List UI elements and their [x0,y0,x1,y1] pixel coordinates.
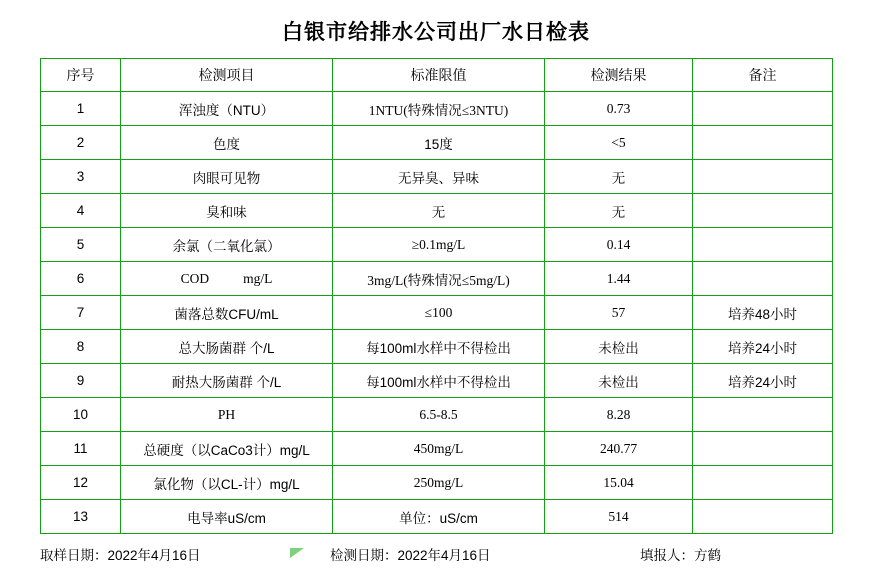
cell-limit: 6.5-8.5 [333,398,545,432]
cell-item: PH [121,398,333,432]
cell-item: 余氯（二氧化氯） [121,228,333,262]
cell-result: 未检出 [545,364,693,398]
cell-item: 肉眼可见物 [121,160,333,194]
cell-remark [693,500,833,534]
cell-item: 色度 [121,126,333,160]
column-header-no: 序号 [41,59,121,92]
table-row [41,432,833,466]
cell-limit: 每100ml水样中不得检出 [333,364,545,398]
table-row [41,92,833,126]
table-row [41,330,833,364]
header-row [41,59,833,92]
cell-no: 4 [41,194,121,228]
cell-limit: 250mg/L [333,466,545,500]
cell-item [121,262,333,296]
cell-limit: 单位：uS/cm [333,500,545,534]
table-row [41,126,833,160]
table-row [41,466,833,500]
cell-item: 总大肠菌群 个/L [121,330,333,364]
table-row [41,364,833,398]
cell-no: 2 [41,126,121,160]
cell-item: 臭和味 [121,194,333,228]
cell-limit: ≤100 [333,296,545,330]
corner-marker-icon [290,548,304,558]
cell-result: 0.73 [545,92,693,126]
cell-remark [693,262,833,296]
sampling-date: 取样日期：2022年4月16日 [40,548,201,563]
table-row [41,500,833,534]
cell-remark: 培养24小时 [693,364,833,398]
cell-result: 8.28 [545,398,693,432]
cell-remark: 培养24小时 [693,330,833,364]
cell-item: 氯化物（以CL-计）mg/L [121,466,333,500]
cell-result: 无 [545,194,693,228]
cell-result: <5 [545,126,693,160]
cell-no: 11 [41,432,121,466]
table-body [41,92,833,534]
cell-no: 1 [41,92,121,126]
table-row [41,228,833,262]
cell-limit: 每100ml水样中不得检出 [333,330,545,364]
table-row [41,398,833,432]
cell-result: 1.44 [545,262,693,296]
cell-result: 无 [545,160,693,194]
cell-no: 7 [41,296,121,330]
cell-no: 10 [41,398,121,432]
footer [0,544,872,564]
cell-result: 240.77 [545,432,693,466]
cell-result: 514 [545,500,693,534]
cell-remark [693,466,833,500]
cell-item: 耐热大肠菌群 个/L [121,364,333,398]
cell-no: 6 [41,262,121,296]
cell-limit: 15度 [333,126,545,160]
cell-item: 总硬度（以CaCo3计）mg/L [121,432,333,466]
cell-remark [693,432,833,466]
cell-result: 57 [545,296,693,330]
cell-remark [693,160,833,194]
cell-no: 13 [41,500,121,534]
column-header-item: 检测项目 [121,59,333,92]
cell-item-unit: mg/L [243,270,273,286]
cell-remark: 培养48小时 [693,296,833,330]
cell-limit: ≥0.1mg/L [333,228,545,262]
table-row [41,160,833,194]
cell-item: 菌落总数CFU/mL [121,296,333,330]
cell-no: 8 [41,330,121,364]
table-row [41,194,833,228]
table-row [41,262,833,296]
cell-remark [693,228,833,262]
cell-item: 浑浊度（NTU） [121,92,333,126]
cell-result: 未检出 [545,330,693,364]
cod-cell-inner [123,271,330,287]
table-header [41,59,833,92]
water-quality-table [40,58,833,534]
cell-limit: 无异臭、异味 [333,160,545,194]
cell-no: 9 [41,364,121,398]
cell-result: 0.14 [545,228,693,262]
column-header-remark: 备注 [693,59,833,92]
cell-remark [693,92,833,126]
cell-no: 3 [41,160,121,194]
page-title: 白银市给排水公司出厂水日检表 [282,21,590,44]
cell-result: 15.04 [545,466,693,500]
cell-item: 电导率uS/cm [121,500,333,534]
column-header-limit: 标准限值 [333,59,545,92]
cell-limit: 无 [333,194,545,228]
test-date: 检测日期：2022年4月16日 [330,548,491,563]
cell-limit: 3mg/L(特殊情况≤5mg/L) [333,262,545,296]
cell-no: 12 [41,466,121,500]
cell-no: 5 [41,228,121,262]
table-row [41,296,833,330]
filler-name: 填报人：方鹤 [640,548,721,563]
cell-limit: 1NTU(特殊情况≤3NTU) [333,92,545,126]
column-header-result: 检测结果 [545,59,693,92]
cell-remark [693,398,833,432]
cell-remark [693,194,833,228]
cell-item-name: COD [180,270,210,286]
table-container [0,58,872,534]
cell-limit: 450mg/L [333,432,545,466]
cell-remark [693,126,833,160]
